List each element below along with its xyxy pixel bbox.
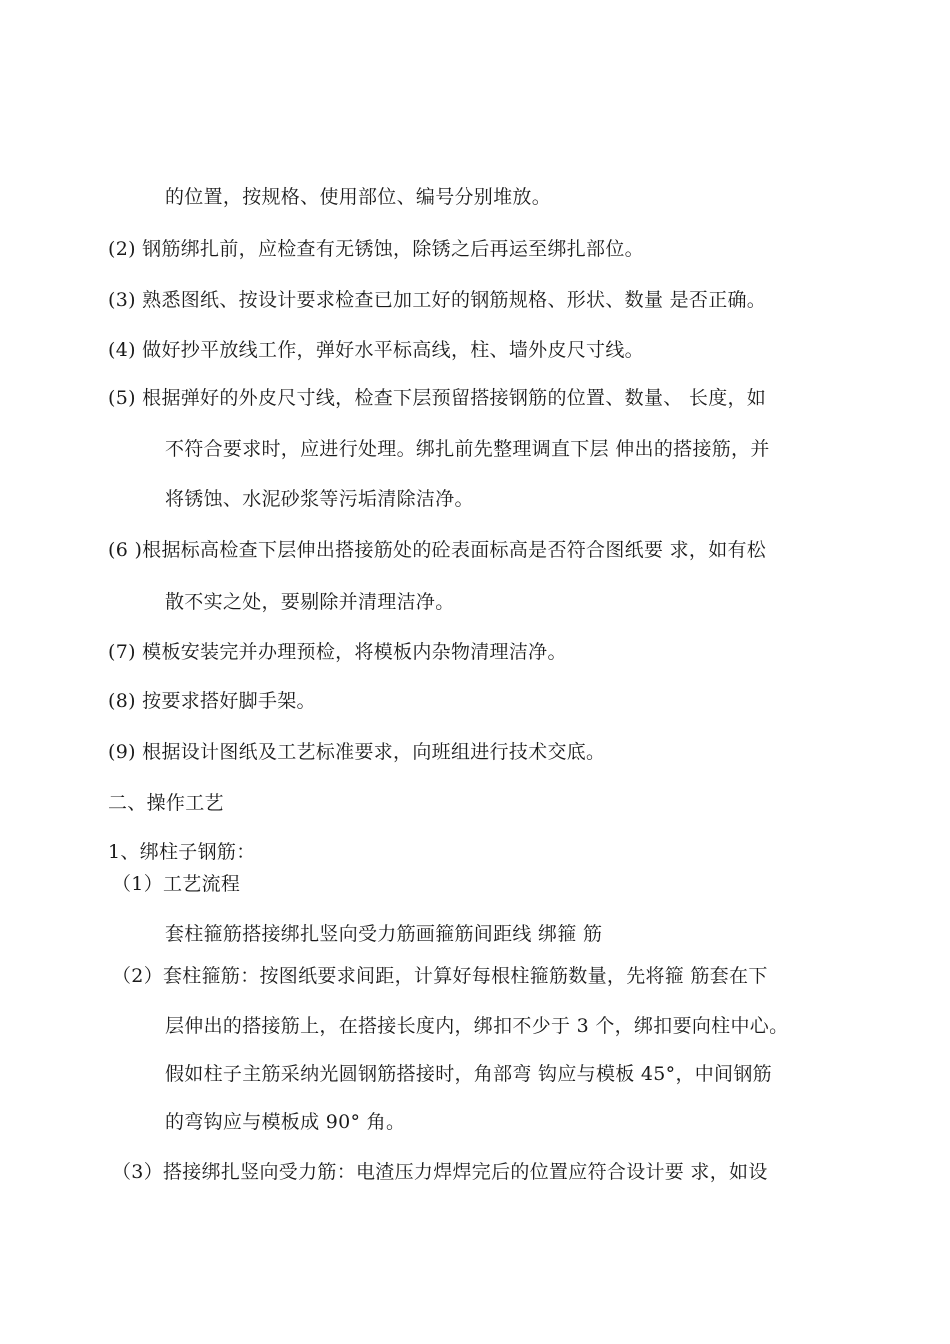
section-heading: 二、操作工艺 [108,792,224,814]
process-flow-text: 套柱箍筋搭接绑扎竖向受力筋画箍筋间距线 绑箍 筋 [165,923,603,945]
list-item-sub-1: （1）工艺流程 [112,873,241,895]
list-item-6: (6 )根据标高检查下层伸出搭接筋处的砼表面标高是否符合图纸要 求，如有松 [108,539,767,561]
list-item-8: (8) 按要求搭好脚手架。 [108,690,316,712]
list-item-9: (9) 根据设计图纸及工艺标准要求，向班组进行技术交底。 [108,741,606,763]
text-line: 的位置，按规格、使用部位、编号分别堆放。 [165,186,552,208]
subsection-heading: 1、绑柱子钢筋： [108,841,256,863]
text-line: 假如柱子主筋采纳光圆钢筋搭接时，角部弯 钩应与模板 45°，中间钢筋 [165,1063,772,1085]
list-item-sub-2: （2）套柱箍筋：按图纸要求间距，计算好每根柱箍筋数量，先将箍 筋套在下 [112,965,768,987]
list-item-2: (2) 钢筋绑扎前，应检查有无锈蚀，除锈之后再运至绑扎部位。 [108,238,644,260]
list-item-3: (3) 熟悉图纸、按设计要求检查已加工好的钢筋规格、形状、数量 是否正确。 [108,289,767,311]
list-item-5: (5) 根据弹好的外皮尺寸线，检查下层预留搭接钢筋的位置、数量、 长度，如 [108,387,767,409]
list-item-sub-3: （3）搭接绑扎竖向受力筋：电渣压力焊焊完后的位置应符合设计要 求，如设 [112,1161,768,1183]
text-line: 不符合要求时，应进行处理。绑扎前先整理调直下层 伸出的搭接筋，并 [165,438,770,460]
text-line: 层伸出的搭接筋上，在搭接长度内，绑扣不少于 3 个，绑扣要向柱中心。 [165,1015,789,1037]
list-item-4: (4) 做好抄平放线工作，弹好水平标高线，柱、墙外皮尺寸线。 [108,339,644,361]
text-line: 散不实之处，要剔除并清理洁净。 [165,591,455,613]
text-line: 将锈蚀、水泥砂浆等污垢清除洁净。 [165,488,474,510]
list-item-7: (7) 模板安装完并办理预检，将模板内杂物清理洁净。 [108,641,567,663]
text-line: 的弯钩应与模板成 90° 角。 [165,1111,406,1133]
